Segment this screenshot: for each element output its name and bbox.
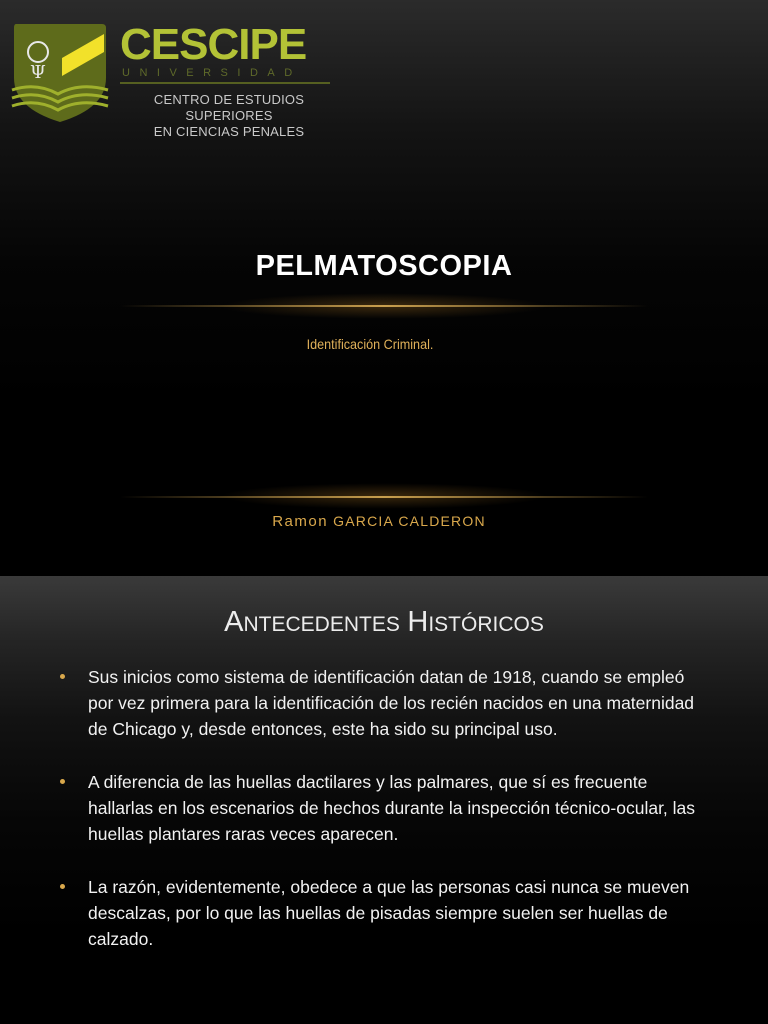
logo-divider: [120, 82, 330, 84]
bottom-divider: [120, 496, 648, 498]
bullet-text: A diferencia de las huellas dactilares y las palmares, que sí es frecuente hallarlas en los escenarios de hechos durante la inspección técnico-ocular, las huellas plantares raras veces aparecen.: [88, 772, 696, 844]
heading-word-2: ISTÓRICOS: [428, 613, 544, 636]
logo-description-line2: EN CIENCIAS PENALES: [153, 124, 305, 139]
list-item: [56, 874, 706, 952]
bullet-text: Sus inicios como sistema de identificación datan de 1918, cuando se empleó por vez primera para la identificación de los recién nacidos en una maternidad de Chicago y, desde entonces, este ha sido su principal uso.: [88, 667, 695, 739]
shield-emblem-icon: [8, 18, 112, 124]
bullet-icon: [60, 884, 65, 889]
logo-description-line1: CENTRO DE ESTUDIOS SUPERIORES: [153, 92, 305, 123]
author-name: [0, 513, 758, 530]
logo-subname: UNIVERSIDAD: [122, 67, 302, 79]
author-last-name: GARCIA CALDERON: [333, 513, 486, 529]
bullet-icon: [60, 779, 65, 784]
logo-description: [122, 92, 336, 140]
author-first-name: Ramon: [272, 513, 329, 530]
content-slide: [0, 576, 768, 1024]
svg-text:Ψ: Ψ: [30, 62, 46, 83]
list-item: [56, 769, 706, 847]
heading-word-1: NTECEDENTES: [243, 613, 400, 636]
cescipe-logo: [8, 18, 338, 139]
slide-heading: [0, 606, 768, 639]
bullet-text: La razón, evidentemente, obedece a que las personas casi nunca se mueven descalzas, por lo que las huellas de pisadas siempre suelen ser huellas de calzado.: [88, 877, 690, 949]
slide-subtitle: Identificación Criminal.: [306, 336, 434, 352]
heading-initial-a: A: [224, 606, 244, 638]
bullet-icon: [60, 674, 65, 679]
slide-title: PELMATOSCOPIA: [255, 250, 513, 282]
heading-initial-h: H: [407, 606, 429, 638]
logo-name: CESCIPE: [120, 20, 307, 69]
bullet-list: [56, 664, 706, 979]
list-item: [56, 664, 706, 742]
top-divider: [120, 305, 648, 307]
